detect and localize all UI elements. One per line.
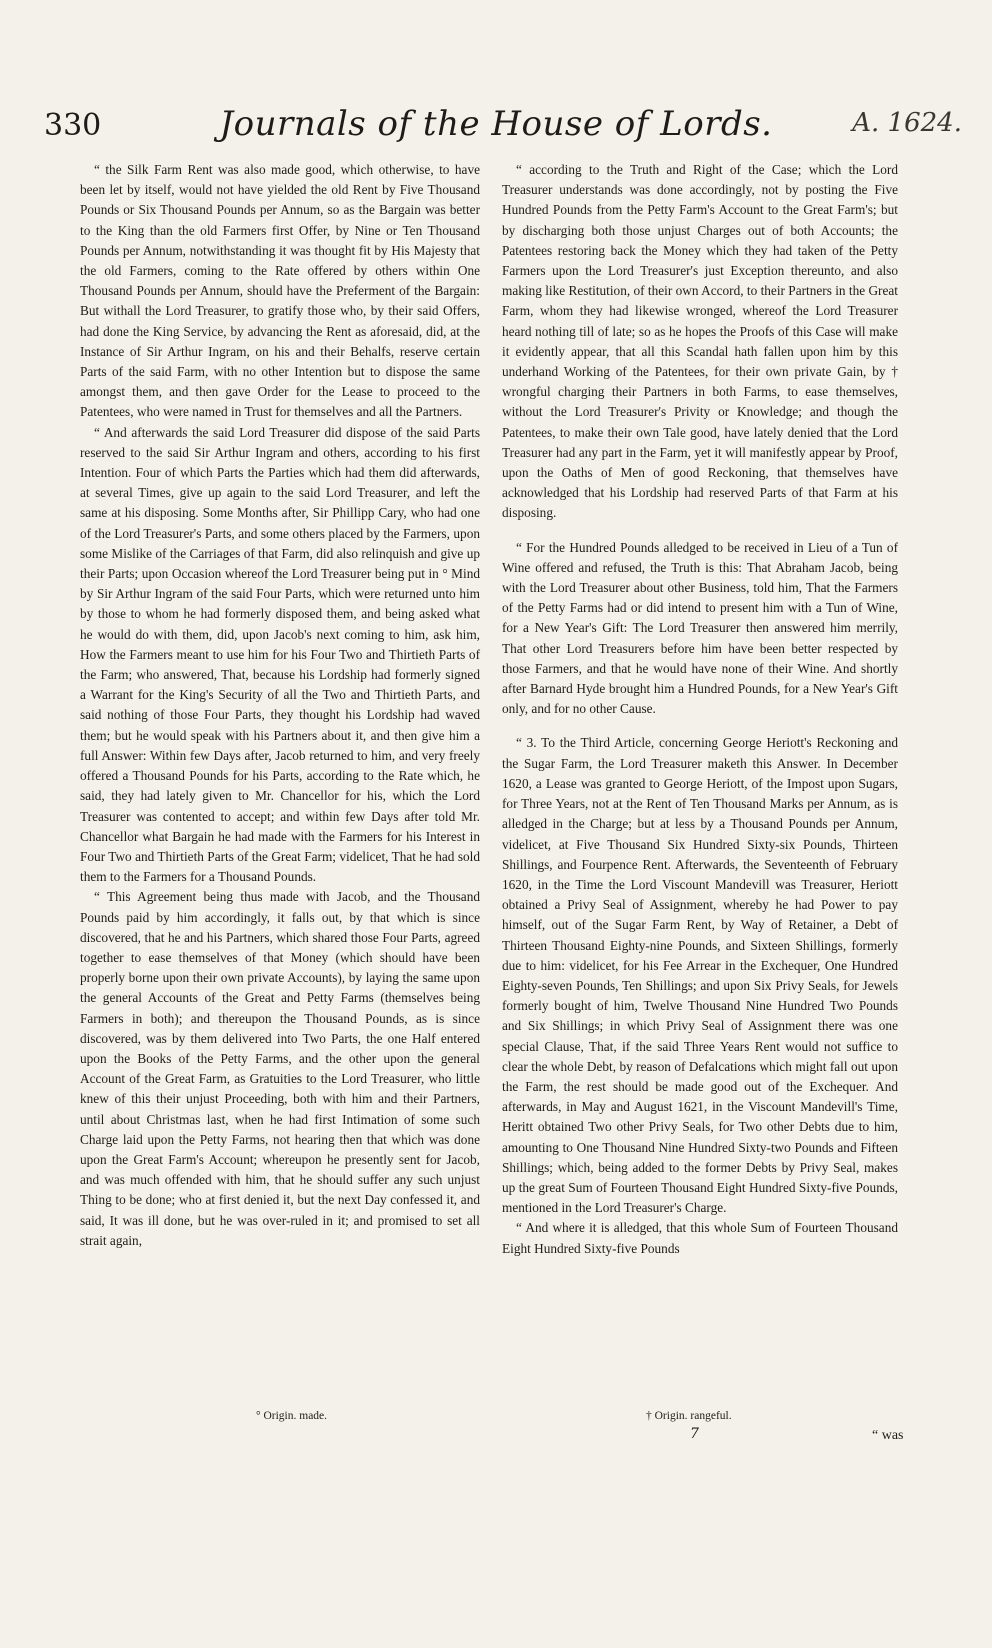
paragraph: “ 3. To the Third Article, concerning George Heriott's Reckoning and the Sugar Farm, the Lord Treasurer maketh this Answer. In December 1620, a Lease was granted to George Heriott, of the Impost upon Sugars, for Three Years, not at the Rent of Ten Thousand Marks per Annum, as is alledged in the Charge; but at less by a Thousand Pounds per Annum, videlicet, at Five Thousand Six Hundred Sixty-six Pounds, Thirteen Shillings, and Fourpence Rent. Afterwards, the Seventeenth of February 1620, in the Time the Lord Viscount Mandevill was Treasurer, Heriott obtained a Privy Seal of Assignment, whereby he had Power to pay himself, out of the Sugar Farm Rent, by Way of Retainer, a Debt of Thirteen Thousand Eighty-nine Pounds, and Sixteen Shillings, formerly due to him: videlicet, for his Fee Arrear in the Exchequer, One Hundred Eighty-seven Pounds, Ten Shillings; and upon Six Privy Seals, for Jewels formerly bought of him, Twelve Thousand Nine Hundred Two Pounds and Six Shillings; in which Privy Seal of Assignment there was one special Clause, That, if the said Three Years Rent would not suffice to clear the whole Debt, by reason of Defalcations which might fall out upon the Farm, the rest should be made good out of the Exchequer. And afterwards, in May and August 1621, in the Viscount Mandevill's Time, Heritt obtained Two other Privy Seals, for Two other Debts due to him, amounting to One Thousand Nine Hundred Sixty-two Pounds and Fifteen Shillings; which, being added to the former Debts by Privy Seal, makes up the great Sum of Fourteen Thousand Eight Hundred Sixty-five Pounds, mentioned in the Lord Treasurer's Charge. xyxy=(502,735,898,1216)
footnote-left: ° Origin. made. xyxy=(256,1410,328,1422)
right-column xyxy=(502,160,898,1259)
page-header xyxy=(0,104,992,148)
page-number: 330 xyxy=(44,108,102,143)
signature-mark: 7 xyxy=(690,1426,699,1442)
paragraph: “ For the Hundred Pounds alledged to be received in Lieu of a Tun of Wine offered and refused, the Truth is this: That Abraham Jacob, being with the Lord Treasurer about other Business, told him, That the Farmers of the Petty Farms had or did intend to present him with a Tun of Wine, for a New Year's Gift: The Lord Treasurer then answered him merrily, That other Lord Treasurers before him have been better respected by those Farmers, and that he would have none of their Wine. And shortly after Barnard Hyde brought him a Hundred Pounds, for a New Year's Gift only, and for no other Cause. xyxy=(502,539,898,717)
corner-mark: A. 1624. xyxy=(852,108,962,138)
footnote-right: † Origin. rangeful. xyxy=(646,1410,732,1422)
paragraph: “ This Agreement being thus made with Jacob, and the Thousand Pounds paid by him accordingly, it falls out, by that which is since discovered, that he and his Partners, which shared those Four Parts, agreed together to ease themselves of that Money (which should have been properly borne upon their own private Accounts), by laying the same upon the general Accounts of the Great and Petty Farms (themselves being Farmers in both); and thereupon the Thousand Pounds, as is since discovered, was by them delivered into Two Parts, the one Half entered upon the Books of the Petty Farms, and the other upon the general Account of the Great Farm, as Gratuities to the Lord Treasurer, who little knew of this their unjust Proceeding, both with him and their Partners, until about Christmas last, when he had first Intimation of some such Charge laid upon the Petty Farms, not hearing then that which was done upon the Great Farm's Account; whereupon he presently sent for Jacob, and was much offended with him, that he should suffer any such unjust Thing to be done; who at first denied it, but the next Day confessed it, and said, It was ill done, but he was over-ruled in it; and promised to set all strait again, xyxy=(80,889,480,1248)
paragraph: “ the Silk Farm Rent was also made good, which otherwise, to have been let by itself, would not have yielded the old Rent by Five Thousand Pounds or Six Thousand Pounds per Annum, so as the Bargain was better to the King than the old Farmers first Offer, by Nine or Ten Thousand Pounds per Annum, notwithstanding it was thought fit by His Majesty that the old Farmers, coming to the Rate offered by others within One Thousand Pounds per Annum, should have the Preferment of the Bargain: But withall the Lord Treasurer, to gratify those who, by their said Offers, had done the King Service, by advancing the Rent as aforesaid, did, at the Instance of Sir Arthur Ingram, on his and their Behalfs, reserve certain Parts of the said Farm, with no other Intention but to dispose the same amongst them, and then gave Order for the Lease to proceed to the Patentees, who were named in Trust for themselves and all the Partners. xyxy=(80,162,480,420)
paragraph: “ And where it is alledged, that this whole Sum of Fourteen Thousand Eight Hundred Sixty-five Pounds xyxy=(502,1220,898,1256)
paragraph: “ And afterwards the said Lord Treasurer did dispose of the said Parts reserved to the said Sir Arthur Ingram and others, according to his first Intention. Four of which Parts the Parties which had them did afterwards, at several Times, give up again to the said Lord Treasurer, and left the same at his disposing. Some Months after, Sir Phillipp Cary, who had one of the Lord Treasurer's Parts, and some others placed by the Farmers, upon some Mislike of the Carriages of that Farm, did also relinquish and give up their Parts; upon Occasion whereof the Lord Treasurer being put in ° Mind by Sir Arthur Ingram of the said Four Parts, which were returned unto him by those to whom he had formerly disposed them, and being asked what he would do with them, did, upon Jacob's next coming to him, ask him, How the Farmers meant to use him for his Four Two and Thirtieth Parts of the Farm; who answered, That, because his Lordship had formerly signed a Warrant for the King's Security of all the Two and Thirtieth Parts, and said nothing of those Four Parts, they thought his Lordship had waved them; but he would speak with his Partners about it, and then give him a full Answer: Within few Days after, Jacob returned to him, and very freely offered a Thousand Pounds for his Parts, according to the Rate which, he said, they had lately given to Mr. Chancellor for his, which the Lord Treasurer was contented to accept; and within few Days after told Mr. Chancellor what Bargain he had made with the Farmers for his Interest in Four Two and Thirtieth Parts of the Great Farm; videlicet, That he had sold them to the Farmers for a Thousand Pounds. xyxy=(80,424,480,885)
paragraph: “ according to the Truth and Right of the Case; which the Lord Treasurer understands was done accordingly, not by posting the Five Hundred Pounds from the Petty Farm's Account to the Great Farm's; but by discharging both those unjust Charges out of both Accounts; the Patentees restoring back the Money which they had taken of the Petty Farmers upon the Lord Treasurer's just Exception thereunto, and also making like Restitution, of their own Accord, to their Partners in the Great Farm, whom they had likewise wronged, whereof the Lord Treasurer heard nothing till of late; so as he hopes the Proofs of this Case will make it evidently appear, that all this Scandal hath fallen upon him by this underhand Working of the Patentees, for their own private Gain, by † wrongful charging their Partners in both Farms, to ease themselves, without the Lord Treasurer's Privity or Knowledge; and though the Patentees, to make their own Tale good, have lately denied that the Lord Treasurer had any part in the Farm, yet it will manifestly appear by Proof, upon the Oaths of Men of good Reckoning, that themselves have acknowledged that his Lordship had reserved Parts of that Farm at his disposing. xyxy=(502,162,898,521)
catchword: “ was xyxy=(872,1428,904,1443)
left-column xyxy=(80,160,480,1251)
running-title: Journals of the House of Lords. xyxy=(219,104,773,144)
